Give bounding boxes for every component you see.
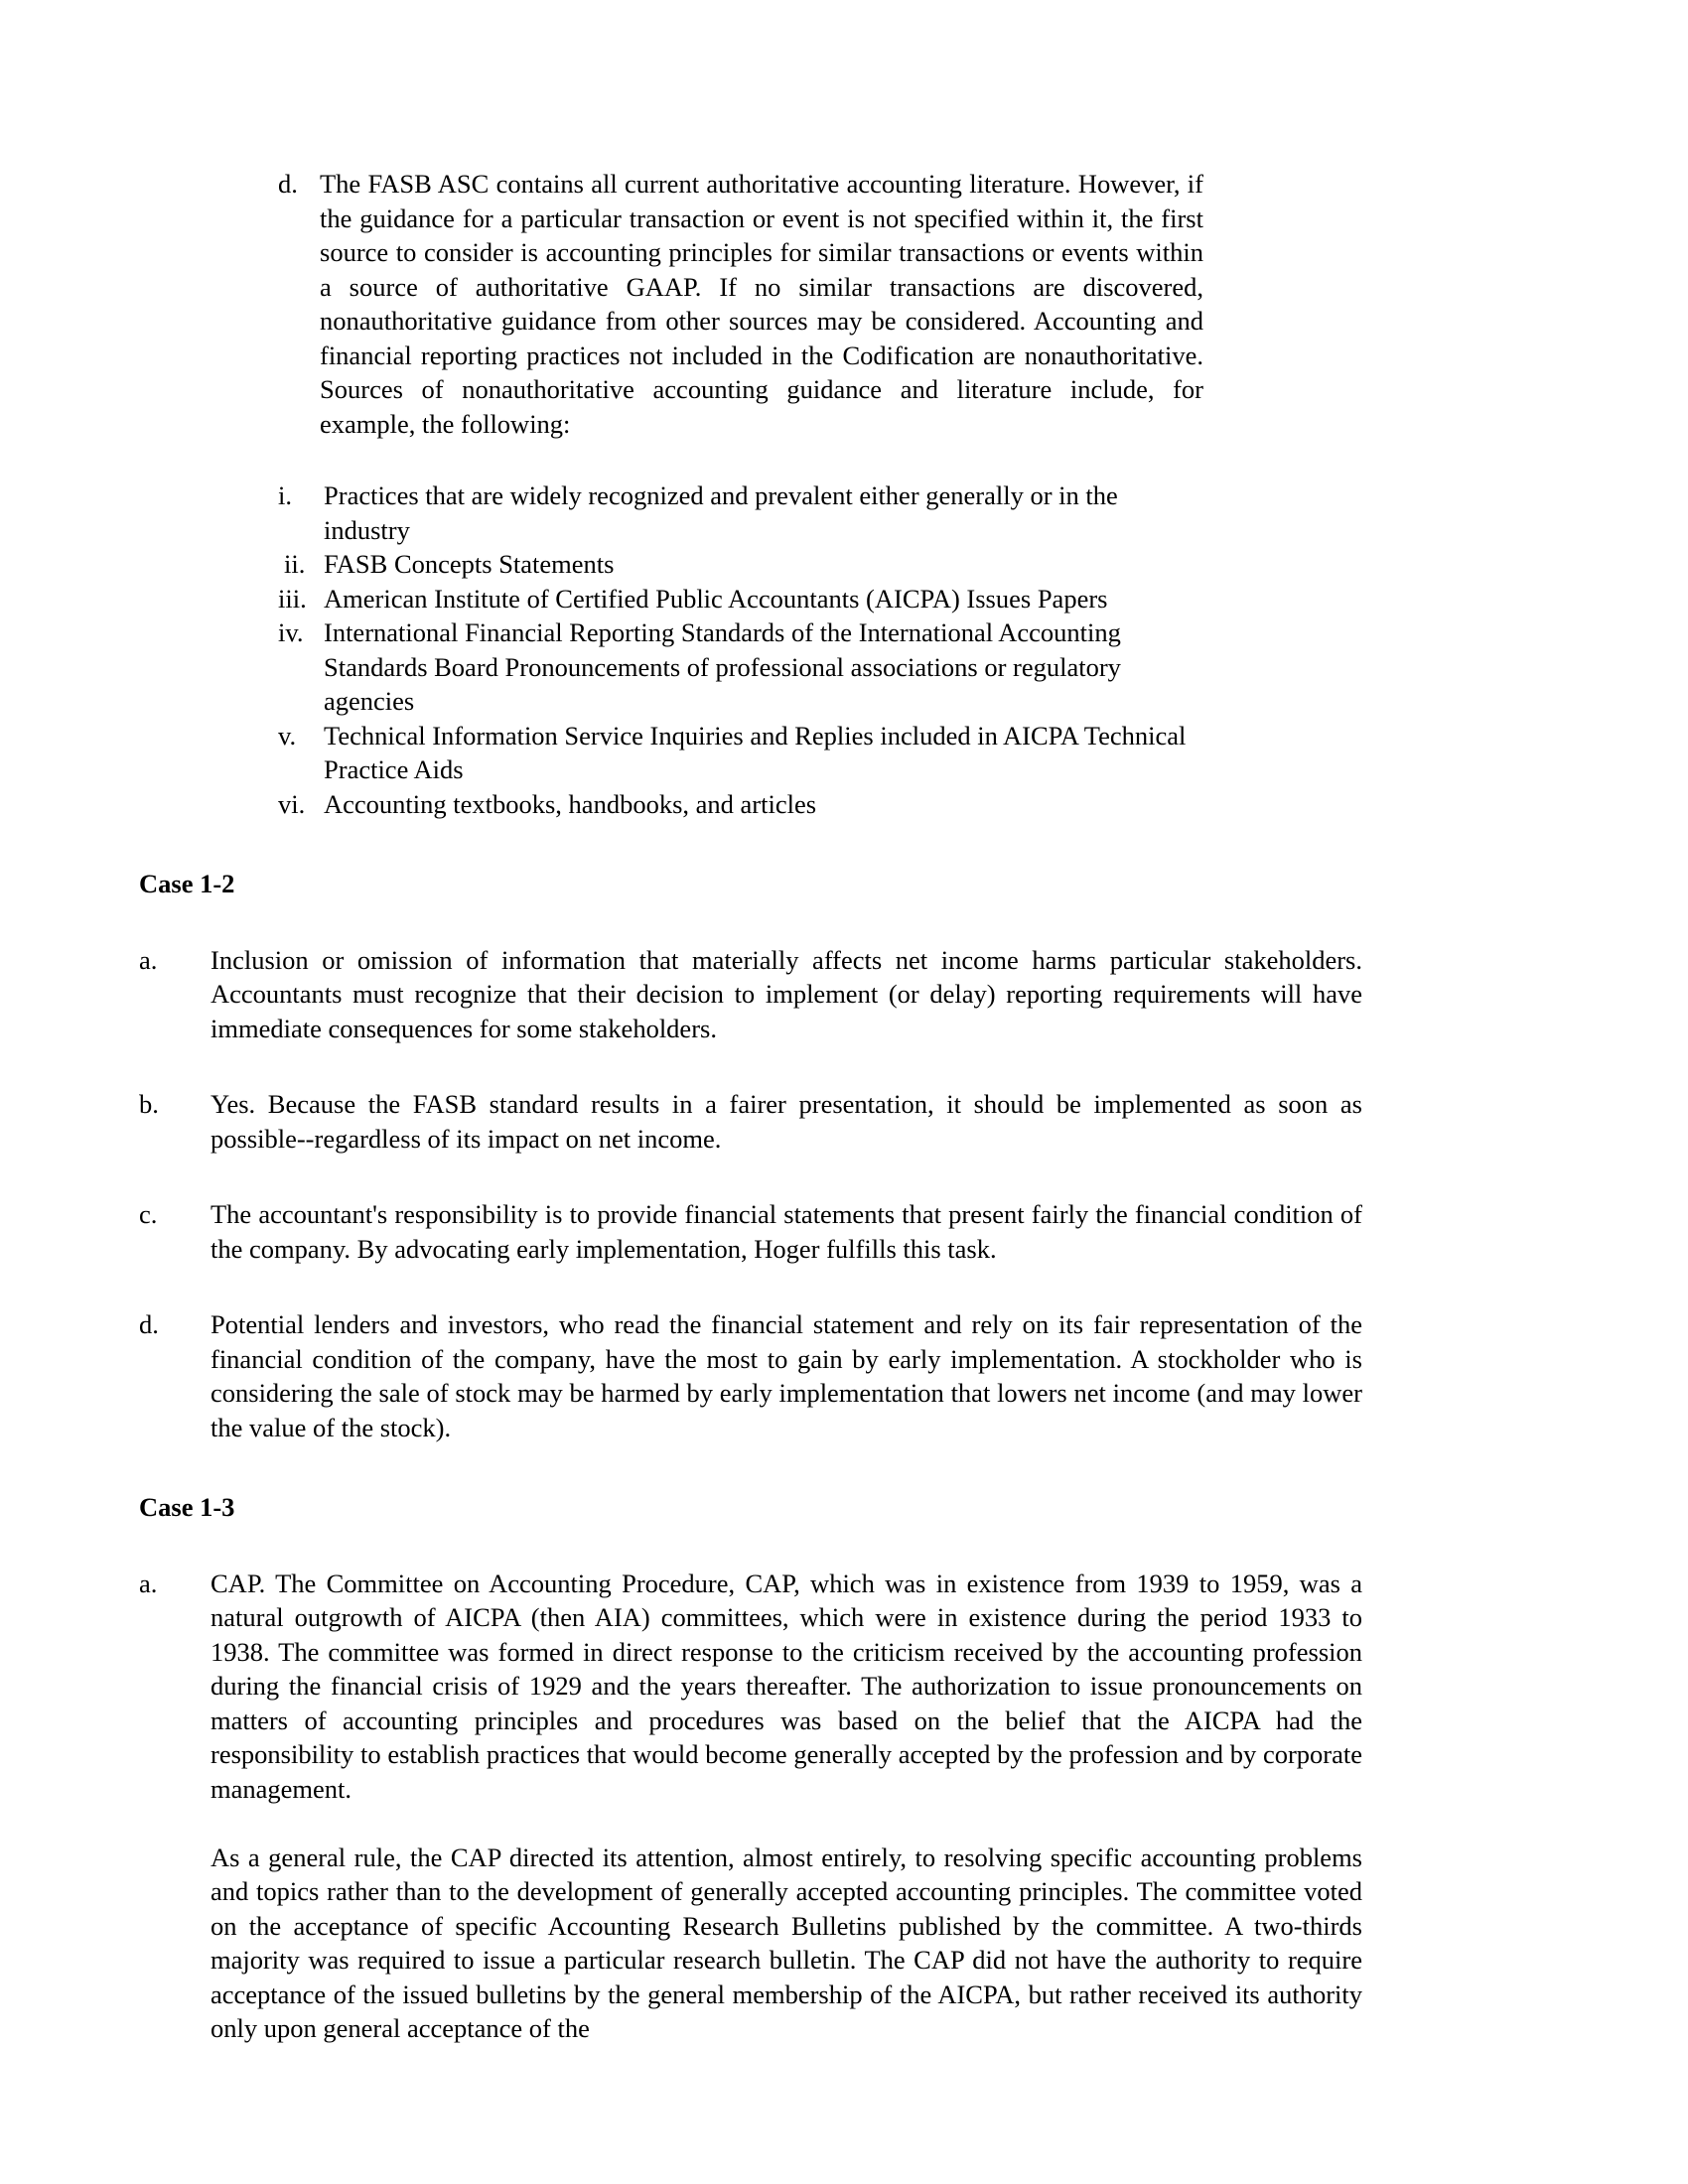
nonauthoritative-sources-list [278,478,1203,821]
sub-item-d-marker: d. [278,169,298,199]
answer-marker: c. [139,1199,158,1229]
list-item-label: Practices that are widely recognized and prevalent either generally or in the industry [324,480,1118,545]
case-1-2-answer-a [139,943,1362,1046]
answer-text: CAP. The Committee on Accounting Procedure, CAP, which was in existence from 1939 to 1959, was a natural outgrowth of AICPA (then AIA) committees, which were in existence during the period 1933 to 1938. The committee was formed in direct response to the criticism received by the accounting profession during the financial crisis of 1929 and the years thereafter. The authorization to issue pronouncements on matters of accounting principles and procedures was based on the belief that the AICPA had the responsibility to establish practices that would become generally accepted by the profession and by corporate management. [211,1568,1362,1804]
list-item-label: Accounting textbooks, handbooks, and articles [324,788,817,819]
list-item-label: International Financial Reporting Standards of the International Accounting Standards Board Pronouncements of professional associations or regulatory agencies [324,617,1121,716]
list-item-marker: vi. [278,788,306,819]
case-1-2-answer-c [139,1197,1362,1266]
list-item [278,582,1203,616]
answer-marker: d. [139,1309,159,1339]
list-item [278,615,1203,719]
answer-text: Potential lenders and investors, who read the financial statement and rely on its fair representation of the financial condition of the company, have the most to gain by early implementation. A stockholder who is considering the sale of stock may be harmed by early implementation that lowers net income (and may lower the value of the stock). [211,1309,1362,1442]
list-item-label: Technical Information Service Inquiries and Replies included in AICPA Technical Practice Aids [324,720,1187,784]
answer-text: Yes. Because the FASB standard results in a fairer presentation, it should be implemented as soon as possible--regardless of its impact on net income. [211,1089,1362,1154]
list-item-marker: iv. [278,617,304,647]
answer-marker: b. [139,1089,159,1119]
list-item [278,787,1203,822]
answer-marker: a. [139,1568,158,1598]
case-1-3-answer-a [139,1567,1362,2046]
list-item-marker: iii. [278,583,307,614]
sub-item-d [278,167,1203,441]
list-item-label: American Institute of Certified Public Accountants (AICPA) Issues Papers [324,583,1108,614]
case-1-3-heading: Case 1-3 [139,1492,235,1522]
sub-item-d-text: The FASB ASC contains all current authoritative accounting literature. However, if the guidance for a particular transaction or event is not specified within it, the first source to consider is accounting principles for similar transactions or events within a source of authoritative GAAP. If no similar transactions are discovered, nonauthoritative guidance from other sources may be considered. Accounting and financial reporting practices not included in the Codification are nonauthoritative. Sources of nonauthoritative accounting guidance and literature include, for example, the following: [320,169,1203,439]
case-1-2-heading: Case 1-2 [139,869,235,898]
answer-text: Inclusion or omission of information that materially affects net income harms particular stakeholders. Accountants must recognize that their decision to implement (or delay) reporting requirements will have immediate consequences for some stakeholders. [211,944,1362,1043]
list-item-label: FASB Concepts Statements [324,549,615,579]
list-item-marker: ii. [284,549,306,579]
answer-body [211,1567,1362,2046]
answer-marker: a. [139,944,158,975]
answer-text: The accountant's responsibility is to provide financial statements that present fairly the financial condition of the company. By advocating early implementation, Hoger fulfills this task. [211,1199,1362,1264]
page-content [139,167,1362,2046]
list-item-marker: i. [278,480,292,510]
list-item [278,478,1203,547]
list-item-marker: v. [278,720,297,751]
case-1-2-answer-b [139,1087,1362,1156]
list-item [278,547,1203,582]
case-1-2-answer-d [139,1307,1362,1444]
list-item [278,719,1203,787]
answer-text-continuation: As a general rule, the CAP directed its attention, almost entirely, to resolving specific accounting problems and topics rather than to the development of generally accepted accounting principles. The committee voted on the acceptance of specific Accounting Research Bulletins published by the committee. A two-thirds majority was required to issue a particular research bulletin. The CAP did not have the authority to require acceptance of the issued bulletins by the general membership of the AICPA, but rather received its authority only upon general acceptance of the [211,1842,1362,2043]
